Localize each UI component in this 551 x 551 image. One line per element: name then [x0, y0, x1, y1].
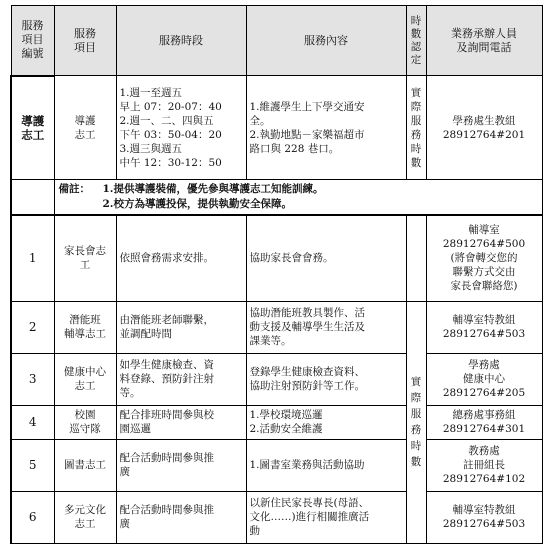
row-item: 健康中心 志工	[54, 353, 116, 405]
row-contact: 教務處 註冊組長 28912764#102	[426, 439, 542, 491]
note-prefix: 備註：	[58, 183, 90, 195]
table-row	[11, 301, 542, 353]
row-contact: 學務處 健康中心 28912764#205	[426, 353, 542, 405]
row-content: 以新住民家長專長(母語、 文化……)進行相關推廣活 動	[246, 491, 406, 543]
row-item: 校園 巡守隊	[54, 405, 116, 439]
row-time: 如學生健康檢查、資 料登錄、預防針注射 等。	[116, 353, 246, 405]
note-spacer	[11, 180, 54, 216]
volunteer-services-table	[10, 5, 543, 544]
row-content: 1.學校環境巡邏 2.活動安全維護	[246, 405, 406, 439]
guard-contact-cell: 學務處生教組 28912764#201	[426, 76, 542, 180]
row-time: 依照會務需求安排。	[116, 215, 246, 301]
row-no: 1	[11, 215, 54, 301]
row-content: 協助潛能班教具製作、活 動支援及輔導學生生活及 課業等。	[246, 301, 406, 353]
guard-no-cell: 導護 志工	[11, 76, 54, 180]
header-item-no: 服務 項目 編號	[11, 6, 54, 76]
row-item: 潛能班 輔導志工	[54, 301, 116, 353]
row-no: 2	[11, 301, 54, 353]
table-row-guard	[11, 76, 542, 180]
note-line-2: 2.校方為導護投保，提供執勤安全保障。	[102, 198, 292, 210]
shared-hours-cell: 實 際 服 務 時 數	[406, 301, 426, 543]
row-time: 配合活動時間參與推 廣	[116, 491, 246, 543]
table-row	[11, 405, 542, 439]
header-content: 服務內容	[246, 6, 406, 76]
header-hours: 時 數 認 定	[406, 6, 426, 76]
row-content: 1.圖書室業務與活動協助	[246, 439, 406, 491]
guard-item-cell: 導護 志工	[54, 76, 116, 180]
table-row	[11, 353, 542, 405]
note-cell	[54, 180, 542, 216]
table-row	[11, 491, 542, 543]
row-time: 配合活動時間參與推 廣	[116, 439, 246, 491]
table-row	[11, 215, 542, 301]
row-contact: 總務處事務組 28912764#301	[426, 405, 542, 439]
row-time: 由潛能班老師聯繫， 並調配時間	[116, 301, 246, 353]
row-no: 6	[11, 491, 54, 543]
header-item: 服務 項目	[54, 6, 116, 76]
guard-content-cell: 1.維護學生上下學交通安 全。 2.執勤地點－家樂福超市 路口與 228 巷口。	[246, 76, 406, 180]
row-item: 家長會志 工	[54, 215, 116, 301]
table-row	[11, 439, 542, 491]
row-content: 協助家長會會務。	[246, 215, 406, 301]
row-item: 多元文化 志工	[54, 491, 116, 543]
row-no: 3	[11, 353, 54, 405]
row-hours	[406, 215, 426, 301]
row-contact: 輔導室 28912764#500 (將會轉交您的 聯繫方式交由 家長會聯絡您)	[426, 215, 542, 301]
header-time: 服務時段	[116, 6, 246, 76]
guard-time-cell: 1.週一至週五 早上 07：20-07：40 2.週一、二、四與五 下午 03：50-04：20 3.週三與週五 中午 12：30-12：50	[116, 76, 246, 180]
row-content: 登錄學生健康檢查資料、 協助注射預防針等工作。	[246, 353, 406, 405]
row-contact: 輔導室特教組 28912764#503	[426, 491, 542, 543]
header-contact: 業務承辦人員 及詢問電話	[426, 6, 542, 76]
note-line-1: 1.提供導護裝備，優先參與導護志工知能訓練。	[102, 183, 324, 195]
row-no: 4	[11, 405, 54, 439]
row-time: 配合排班時間參與校 園巡邏	[116, 405, 246, 439]
table-row-note	[11, 180, 542, 216]
guard-hours-cell: 實 際 服 務 時 數	[406, 76, 426, 180]
row-item: 圖書志工	[54, 439, 116, 491]
row-contact: 輔導室特教組 28912764#503	[426, 301, 542, 353]
row-no: 5	[11, 439, 54, 491]
